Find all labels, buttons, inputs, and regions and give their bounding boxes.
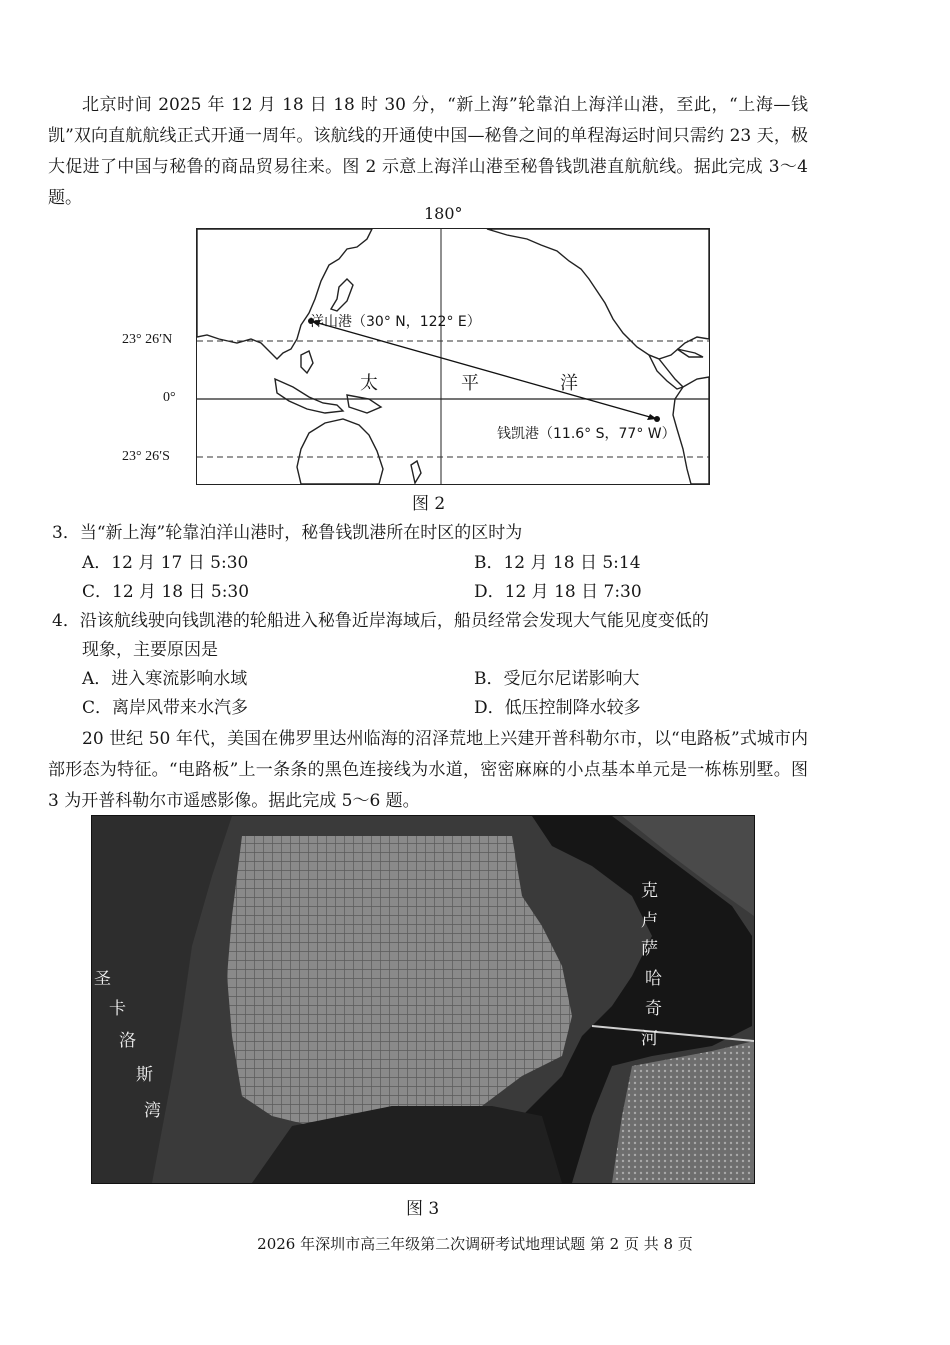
page-footer: 2026 年深圳市高三年级第二次调研考试地理试题 第 2 页 共 8 页 — [257, 1235, 693, 1253]
question-3-option-b: B．12 月 18 日 5:14 — [474, 553, 641, 573]
equator-label: 0° — [163, 390, 176, 405]
bay-label-char-5: 湾 — [144, 1101, 161, 1121]
pacific-route-map — [196, 228, 710, 485]
figure-2-caption: 图 2 — [412, 494, 446, 514]
central-america-isthmus — [649, 355, 683, 389]
ocean-char-2: 平 — [461, 373, 479, 394]
ocean-char-1: 太 — [360, 373, 378, 394]
new-zealand-island — [411, 461, 421, 483]
map-drawing — [197, 229, 709, 484]
question-4-stem-line-1: 4．沿该航线驶向钱凯港的轮船进入秘鲁近岸海域后，船员经常会发现大气能见度变低的 — [52, 611, 709, 631]
bay-label-char-1: 圣 — [94, 969, 111, 989]
bay-label-char-2: 卡 — [109, 999, 126, 1019]
chancay-port-marker — [654, 416, 660, 422]
question-4-stem-line-2: 现象，主要原因是 — [82, 640, 218, 660]
australia-landmass — [297, 419, 383, 484]
yangshan-port-label: 洋山港（30° N，122° E） — [310, 314, 481, 330]
cape-coral-satellite-image — [91, 815, 755, 1184]
bay-label-char-3: 洛 — [119, 1031, 136, 1051]
figure-3-caption: 图 3 — [406, 1199, 440, 1219]
japan-island — [331, 279, 353, 311]
question-3-option-a: A．12 月 17 日 5:30 — [82, 553, 249, 573]
caribbean-islands — [677, 349, 703, 357]
question-4-option-c: C．离岸风带来水汽多 — [82, 698, 249, 718]
bay-label-char-4: 斯 — [136, 1065, 153, 1085]
river-label-char-4: 哈 — [645, 969, 662, 989]
river-label-char-5: 奇 — [645, 999, 662, 1019]
south-america-landmass — [673, 377, 709, 484]
chancay-port-label: 钱凯港（11.6° S，77° W） — [497, 426, 676, 442]
river-label-char-1: 克 — [641, 881, 658, 901]
north-america-landmass — [487, 229, 709, 359]
question-3-option-c: C．12 月 18 日 5:30 — [82, 582, 250, 602]
indonesia-islands — [275, 379, 343, 413]
question-4-option-a: A．进入寒流影响水域 — [82, 669, 248, 689]
river-label-char-6: 河 — [641, 1029, 658, 1049]
new-guinea-island — [347, 395, 381, 413]
river-label-char-3: 萨 — [641, 939, 658, 959]
river-label-char-2: 卢 — [641, 911, 658, 931]
question-3-stem: 3．当“新上海”轮靠泊洋山港时，秘鲁钱凯港所在时区的区时为 — [52, 523, 523, 543]
philippines-island — [301, 351, 313, 373]
meridian-180-label: 180° — [424, 204, 463, 223]
intro-paragraph-1: 北京时间 2025 年 12 月 18 日 18 时 30 分，“新上海”轮靠泊上海洋山港，至此，“上海—钱凯”双向直航航线正式开通一周年。该航线的开通使中国—秘鲁之间的单程海运时间只需约 23 天，极大促进了中国与秘鲁的商品贸易往来。图 2 示意上海洋山港至秘鲁钱凯港直航航线。据此完成 3～4 题。 — [48, 95, 808, 208]
intro-paragraph-2: 20 世纪 50 年代，美国在佛罗里达州临海的沼泽荒地上兴建开普科勒尔市，以“电路板”式城市内部形态为特征。“电路板”上一条条的黑色连接线为水道，密密麻麻的小点基本单元是一栋栋别墅。图 3 为开普科勒尔市遥感影像。据此完成 5～6 题。 — [48, 729, 808, 811]
question-4-option-b: B．受厄尔尼诺影响大 — [474, 669, 640, 689]
ocean-char-3: 洋 — [560, 373, 578, 394]
question-3-option-d: D．12 月 18 日 7:30 — [474, 582, 642, 602]
tropic-north-label: 23° 26′N — [122, 332, 173, 347]
tropic-south-label: 23° 26′S — [122, 449, 170, 464]
question-4-option-d: D．低压控制降水较多 — [474, 698, 641, 718]
